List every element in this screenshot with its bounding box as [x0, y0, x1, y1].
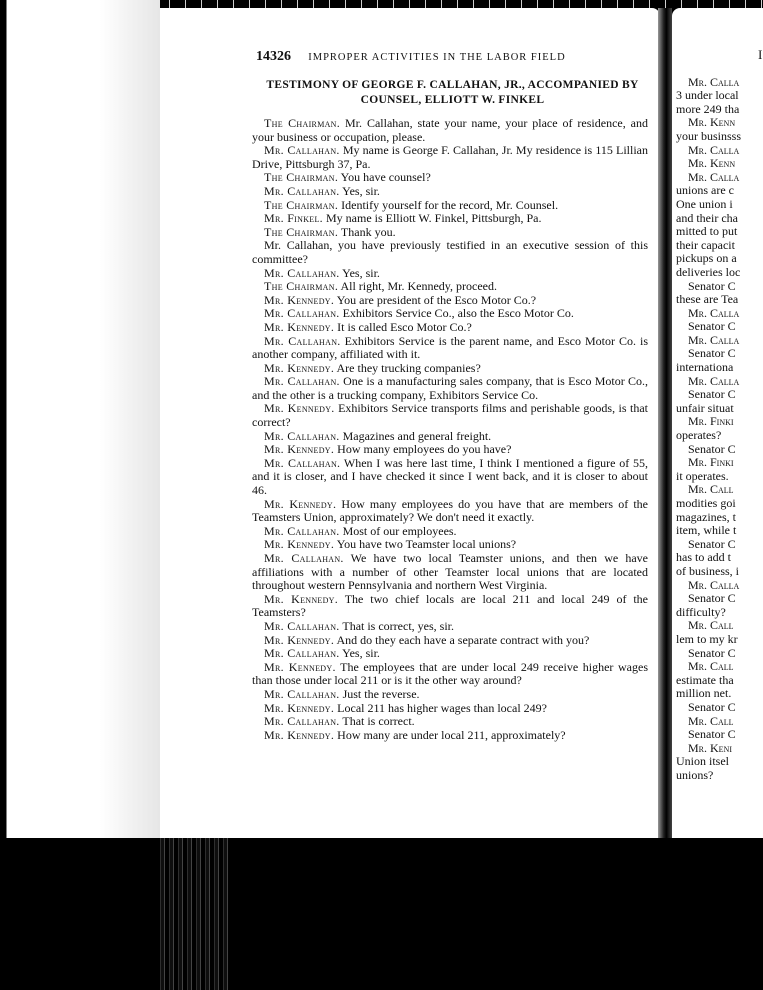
right-page-line [676, 239, 763, 253]
right-page-line [676, 551, 763, 565]
text-fragment: deliveries loc [676, 264, 741, 279]
speaker-fragment: Mr. Calla [688, 74, 740, 89]
testimony-paragraph [252, 362, 648, 376]
right-page-line [676, 293, 763, 307]
right-page-line [676, 470, 763, 484]
right-page-line [676, 116, 763, 130]
right-page-line [676, 103, 763, 117]
speaker-fragment: Mr. Calla [688, 373, 740, 388]
text-fragment: of business, i [676, 563, 739, 578]
speaker-name: Mr. Kennedy. [264, 727, 335, 742]
right-page-line [676, 266, 763, 280]
right-page-line [676, 402, 763, 416]
page-number: 14326 [256, 49, 291, 64]
speaker-name: Mr. Callahan. [264, 428, 340, 443]
right-page-line [676, 388, 763, 402]
right-page-line [676, 511, 763, 525]
text-fragment: Senator C [688, 591, 736, 606]
testimony-paragraph [252, 715, 648, 729]
right-page-line [676, 361, 763, 375]
right-page-line [676, 742, 763, 756]
text-fragment: unions are c [676, 183, 734, 198]
speech-text: Thank you. [338, 224, 396, 239]
speech-text: The two chief locals are local 211 and local 249 of the Teamsters? [252, 591, 648, 620]
speech-text: Mr. Callahan, you have previously testified in an executive session of this committee? [252, 238, 648, 266]
speaker-fragment: Mr. Keni [688, 740, 732, 755]
running-title: IMPROPER ACTIVITIES IN THE LABOR FIELD [308, 52, 566, 63]
speech-text: How many are under local 211, approximately? [334, 727, 566, 742]
testimony-paragraph [252, 498, 648, 525]
right-page-line [676, 157, 763, 171]
speaker-name: The Chairman. [264, 224, 339, 239]
speaker-name: Mr. Kennedy. [264, 292, 335, 307]
speaker-name: Mr. Kennedy. [264, 537, 335, 552]
speech-text: Mr. Callahan, state your name, your place of residence, and your business or occupation, please. [252, 116, 648, 144]
speech-text: Exhibitors Service transports films and perishable goods, is that correct? [252, 401, 649, 430]
right-page-line [676, 606, 763, 620]
testimony-paragraph [252, 375, 648, 402]
text-fragment: your businsss [676, 128, 742, 143]
testimony-paragraph [252, 430, 648, 444]
testimony-paragraph [252, 702, 648, 716]
text-fragment: mitted to put [676, 224, 738, 239]
text-fragment: Senator C [688, 727, 736, 742]
text-fragment: Senator C [688, 346, 736, 361]
speaker-name: Mr. Kennedy. [264, 591, 339, 606]
testimony-paragraph [252, 239, 648, 266]
testimony-paragraph [252, 280, 648, 294]
right-page-line [676, 212, 763, 226]
speech-text: That is correct. [339, 714, 415, 729]
right-page-line [676, 443, 763, 457]
testimony-paragraph [252, 443, 648, 457]
speech-text: Just the reverse. [339, 686, 420, 701]
text-fragment: magazines, t [676, 509, 736, 524]
speech-text: You have two Teamster local unions? [334, 537, 517, 552]
right-page-line [676, 592, 763, 606]
text-fragment: difficulty? [676, 604, 726, 619]
speech-text: That is correct, yes, sir. [339, 618, 454, 633]
book-gutter [658, 8, 672, 838]
text-fragment: million net. [676, 686, 732, 701]
text-fragment: and their cha [676, 210, 738, 225]
speaker-name: Mr. Callahan. [264, 646, 340, 661]
speaker-name: Mr. Kennedy. [264, 401, 335, 416]
speaker-fragment: Mr. Finki [688, 455, 734, 470]
testimony-paragraph [252, 593, 648, 620]
text-fragment: Senator C [688, 441, 736, 456]
text-fragment: Senator C [688, 645, 736, 660]
right-page-line [676, 579, 763, 593]
text-fragment: more 249 tha [676, 101, 740, 116]
right-page-line [676, 497, 763, 511]
right-page-line [676, 320, 763, 334]
speaker-name: Mr. Kennedy. [264, 700, 335, 715]
right-page-line [676, 619, 763, 633]
speaker-name: Mr. Kennedy. [264, 659, 336, 674]
right-page-line [676, 334, 763, 348]
testimony-paragraph [252, 117, 648, 144]
text-fragment: Senator C [688, 699, 736, 714]
speaker-fragment: Mr. Call [688, 713, 734, 728]
text-fragment: has to add t [676, 550, 731, 565]
testimony-paragraph [252, 171, 648, 185]
scan-bottom-edge [0, 838, 763, 990]
right-page-line [676, 252, 763, 266]
right-page-line [676, 701, 763, 715]
testimony-paragraph [252, 212, 648, 226]
testimony-paragraph [252, 647, 648, 661]
text-fragment: One union i [676, 196, 733, 211]
testimony-paragraph [252, 267, 648, 281]
right-page-text [676, 47, 763, 782]
speech-text: Exhibitors Service Co., also the Esco Motor Co. [339, 306, 574, 321]
right-page-line [676, 307, 763, 321]
speech-text: The employees that are under local 249 receive higher wages than those under local 211 or is it the other way around? [252, 659, 648, 688]
speech-text: How many employees do you have that are members of the Teamsters Union, approximately? We don't need it exactly. [252, 496, 649, 525]
text-fragment: estimate tha [676, 672, 734, 687]
text-fragment: pickups on a [676, 251, 737, 266]
right-page-line [676, 647, 763, 661]
text-fragment: lem to my kr [676, 631, 738, 646]
speaker-name: Mr. Callahan. [264, 143, 340, 158]
speaker-fragment: Mr. Calla [688, 577, 740, 592]
testimony-heading: TESTIMONY OF GEORGE F. CALLAHAN, JR., ACCOMPANIED BY COUNSEL, ELLIOTT W. FINKEL [266, 79, 639, 106]
speech-text: One is a manufacturing sales company, that is Esco Motor Co., and the other is a trucking company, Exhibitors Service Co. [252, 374, 648, 402]
speaker-name: Mr. Callahan. [264, 333, 341, 348]
text-fragment: these are Tea [676, 292, 739, 307]
testimony-paragraph [252, 661, 648, 688]
speaker-name: Mr. Finkel. [264, 211, 323, 226]
testimony-paragraph [252, 307, 648, 321]
scan-spine-shadow [160, 838, 230, 990]
speaker-name: Mr. Callahan. [264, 686, 340, 701]
right-page-line [676, 225, 763, 239]
speaker-fragment: Mr. Calla [688, 142, 740, 157]
right-page-line [676, 184, 763, 198]
right-page-line [676, 633, 763, 647]
text-fragment: item, while t [676, 523, 737, 538]
speaker-name: Mr. Callahan. [264, 374, 340, 389]
speech-text: Are they trucking companies? [334, 360, 481, 375]
right-running-head: I [758, 47, 763, 62]
speech-text: Identify yourself for the record, Mr. Counsel. [338, 197, 559, 212]
speaker-name: The Chairman. [264, 279, 339, 294]
text-fragment: internationa [676, 360, 734, 375]
speech-text: And do they each have a separate contract with you? [334, 632, 590, 647]
testimony-paragraph [252, 457, 648, 498]
right-page-line [676, 429, 763, 443]
speech-text: Local 211 has higher wages than local 249? [334, 700, 547, 715]
speech-text: Most of our employees. [339, 523, 457, 538]
speaker-name: Mr. Callahan. [264, 714, 340, 729]
testimony-paragraph [252, 199, 648, 213]
speech-text: When I was here last time, I think I mentioned a figure of 55, and it is closer, and I have checked it since I went back, and it is closer to about 46. [252, 455, 648, 498]
text-fragment: Senator C [688, 387, 736, 402]
speaker-fragment: Mr. Kenn [688, 115, 736, 130]
testimony-paragraph [252, 402, 648, 429]
testimony-paragraph [252, 620, 648, 634]
speaker-name: Mr. Callahan. [264, 551, 344, 565]
speech-text: Yes, sir. [339, 183, 380, 198]
speaker-name: Mr. Callahan. [264, 265, 340, 280]
speaker-name: Mr. Callahan. [264, 523, 340, 538]
speech-text: How many employees do you have? [334, 442, 512, 457]
text-fragment: Senator C [688, 319, 736, 334]
speaker-fragment: Mr. Call [688, 659, 734, 674]
right-page-line [676, 687, 763, 701]
text-fragment: Union itsel [676, 754, 729, 769]
speech-text: Yes, sir. [339, 646, 380, 661]
speaker-name: The Chairman. [264, 197, 339, 212]
running-head [256, 48, 656, 68]
testimony-paragraph [252, 144, 648, 171]
speaker-fragment: Mr. Calla [688, 332, 740, 347]
speech-text: All right, Mr. Kennedy, proceed. [338, 279, 497, 294]
speech-text: Yes, sir. [339, 265, 380, 280]
text-fragment: their capacit [676, 237, 735, 252]
speaker-fragment: Mr. Kenn [688, 156, 736, 171]
right-page-line [676, 89, 763, 103]
right-page-line [676, 415, 763, 429]
right-page-line [676, 375, 763, 389]
speech-text: My name is George F. Callahan, Jr. My residence is 115 Lillian Drive, Pittsburgh 37, Pa. [252, 143, 648, 171]
testimony-paragraph [252, 729, 648, 743]
right-page-line [676, 130, 763, 144]
right-page-line [676, 538, 763, 552]
speech-text: We have two local Teamster unions, and then we have affiliations with a number of other Teamster local unions that are located throughout western Pennsylvania and northern West Virginia. [252, 551, 648, 593]
right-page-line [676, 144, 763, 158]
speaker-fragment: Mr. Finki [688, 414, 734, 429]
right-page-line [676, 674, 763, 688]
speaker-fragment: Mr. Call [688, 482, 734, 497]
text-fragment: operates? [676, 428, 722, 443]
testimony-paragraph [252, 294, 648, 308]
right-page-line [676, 524, 763, 538]
speaker-fragment: Mr. Call [688, 618, 734, 633]
right-page-line [676, 483, 763, 497]
speaker-fragment: Mr. Calla [688, 305, 740, 320]
speech-text: My name is Elliott W. Finkel, Pittsburgh, Pa. [322, 211, 542, 226]
speech-text: It is called Esco Motor Co.? [334, 319, 472, 334]
testimony-paragraph [252, 634, 648, 648]
speaker-name: Mr. Callahan. [264, 618, 340, 633]
testimony-paragraph [252, 552, 648, 593]
right-page-line [676, 715, 763, 729]
text-fragment: modities goi [676, 496, 736, 510]
right-page-line [676, 660, 763, 674]
right-page-line [676, 565, 763, 579]
right-page-line [676, 171, 763, 185]
right-page-line [676, 755, 763, 769]
text-fragment: unfair situat [676, 400, 734, 415]
testimony-paragraph [252, 688, 648, 702]
speaker-name: Mr. Kennedy. [264, 632, 335, 647]
text-fragment: Senator C [688, 536, 736, 551]
speaker-name: Mr. Callahan. [264, 455, 341, 470]
right-page-line [676, 347, 763, 361]
testimony-paragraph [252, 226, 648, 240]
speaker-name: Mr. Kennedy. [264, 319, 335, 334]
speaker-name: Mr. Callahan. [264, 306, 340, 321]
text-fragment: Senator C [688, 278, 736, 293]
speech-text: Exhibitors Service is the parent name, and Esco Motor Co. is another company, affiliated with it. [252, 333, 648, 362]
right-page-line [676, 280, 763, 294]
speaker-name: Mr. Kennedy. [264, 442, 335, 457]
speaker-name: Mr. Callahan. [264, 183, 340, 198]
speech-text: You are president of the Esco Motor Co.? [334, 292, 537, 307]
speech-text: Magazines and general freight. [339, 428, 492, 443]
text-fragment: 3 under local [676, 88, 739, 103]
speaker-name: Mr. Kennedy. [264, 496, 337, 511]
testimony-body [252, 117, 648, 742]
testimony-paragraph [252, 538, 648, 552]
testimony-paragraph [252, 335, 648, 362]
right-page-line [676, 728, 763, 742]
right-page-line [676, 198, 763, 212]
testimony-paragraph [252, 321, 648, 335]
right-page-line [676, 769, 763, 783]
text-fragment: unions? [676, 767, 714, 782]
speaker-fragment: Mr. Calla [688, 169, 740, 184]
testimony-paragraph [252, 525, 648, 539]
speech-text: You have counsel? [338, 170, 431, 185]
speaker-name: The Chairman. [264, 170, 339, 185]
testimony-paragraph [252, 185, 648, 199]
text-fragment: it operates. [676, 468, 729, 483]
speaker-name: The Chairman. [264, 116, 341, 130]
speaker-name: Mr. Kennedy. [264, 360, 335, 375]
right-page-line [676, 456, 763, 470]
right-page-line [676, 76, 763, 90]
